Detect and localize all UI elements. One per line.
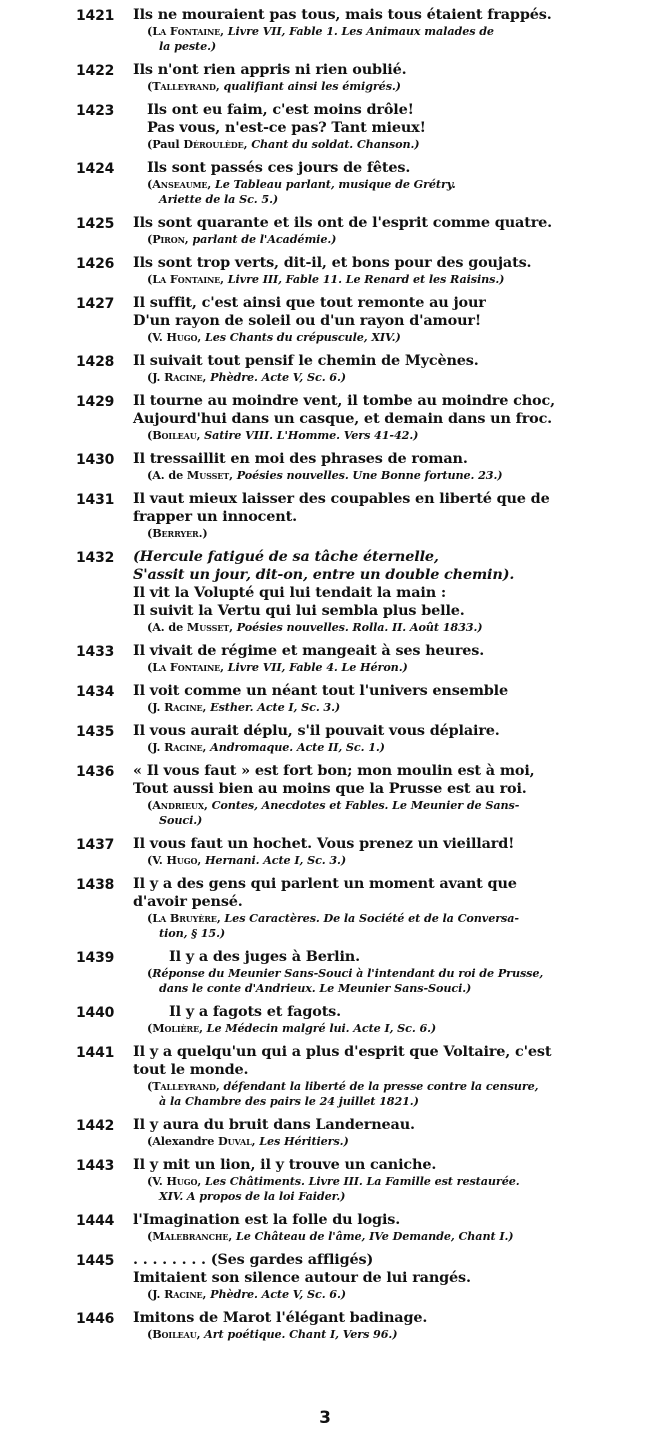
quote-entry [0,948,650,996]
quote-body [133,450,563,483]
quote-line: Ils sont passés ces jours de fêtes. [147,159,411,176]
quote-entry [0,1309,650,1342]
citation: (Anseaume, Le Tableau parlant, musique de Grétry. Ariette de la Sc. 5.) [133,177,563,207]
citation: (Piron, parlant de l'Académie.) [147,232,337,246]
quote-line: Ils sont trop verts, dit-il, et bons pour des goujats. [133,254,532,271]
citation-work: Ariette de la Sc. 5.) [159,192,279,206]
quote-line: Il y a fagots et fagots. [169,1003,341,1020]
quote-entry [0,294,650,345]
quote-number: 1431 [76,492,115,508]
citation-work: Contes, Anecdotes et Fables. Le Meunier de Sans- [211,798,520,812]
citation-author: Piron [152,232,185,246]
quote-number: 1444 [76,1213,115,1229]
citation: (Paul Déroulède, Chant du soldat. Chanson.) [147,137,420,151]
quote-line: l'Imagination est la folle du logis. [133,1211,401,1228]
quote-entry [0,352,650,385]
quote-number: 1433 [76,644,115,660]
citation-work: tion, § 15.) [159,926,226,940]
citation: (J. Racine, Esther. Acte I, Sc. 3.) [147,700,341,714]
quote-line: Aujourd'hui dans un casque, et demain dans un froc. [133,410,553,427]
quote-line: Il suffit, c'est ainsi que tout remonte au jour [133,294,486,311]
quote-number: 1427 [76,296,115,312]
quote-body [133,1156,563,1204]
quote-entry [0,1211,650,1244]
citation: (Boileau, Art poétique. Chant I, Vers 96.) [147,1327,398,1341]
quote-entry [0,1043,650,1109]
quote-number: 1425 [76,216,115,232]
citation-work: Phèdre. Acte V, Sc. 6.) [210,1287,346,1301]
quote-line: Pas vous, n'est-ce pas? Tant mieux! [147,119,426,136]
citation-author: Andrieux [152,798,205,812]
citation-author: Duval [218,1134,252,1148]
citation-work: la peste.) [159,39,217,53]
quote-body [133,294,563,345]
citation-work: Le Médecin malgré lui. Acte I, Sc. 6.) [206,1021,437,1035]
citation-work: Art poétique. Chant I, Vers 96.) [204,1327,398,1341]
quote-number: 1421 [76,8,115,24]
quote-body [133,159,563,207]
quote-number: 1434 [76,684,115,700]
quote-body [133,1116,563,1149]
citation: (Alexandre Duval, Les Héritiers.) [147,1134,349,1148]
quote-line: Imitons de Marot l'élégant badinage. [133,1309,428,1326]
quote-line: Il tourne au moindre vent, il tombe au moindre choc, [133,392,555,409]
quote-body [133,392,563,443]
quote-body [133,642,563,675]
citation: (J. Racine, Phèdre. Acte V, Sc. 6.) [147,370,346,384]
citation-work: Souci.) [159,813,203,827]
citation: (Molière, Le Médecin malgré lui. Acte I, Sc. 6.) [147,1021,437,1035]
citation-author: Berryer [152,526,199,540]
quote-entry [0,490,650,541]
quote-number: 1445 [76,1253,115,1269]
quote-line: Il vivait de régime et mangeait à ses heures. [133,642,485,659]
quote-body [133,875,563,941]
quote-entry [0,159,650,207]
quote-entry [0,722,650,755]
citation: (Andrieux, Contes, Anecdotes et Fables. Le Meunier de Sans- Souci.) [133,798,563,828]
quote-number: 1443 [76,1158,115,1174]
quote-entry [0,1251,650,1302]
quote-number: 1424 [76,161,115,177]
citation-author: Malebranche [152,1229,229,1243]
citation-work: défendant la liberté de la presse contre la censure, [223,1079,539,1093]
citation-author: Hugo [166,853,198,867]
citation-work: Réponse du Meunier Sans-Souci à l'intendant du roi de Prusse, [152,966,544,980]
quote-body [133,254,563,287]
citation: (Berryer.) [147,526,208,540]
quote-number: 1446 [76,1311,115,1327]
citation-author: La Fontaine [152,24,221,38]
citation-work: Satire VIII. L'Homme. Vers 41-42.) [204,428,419,442]
citation: (Boileau, Satire VIII. L'Homme. Vers 41-42.) [147,428,419,442]
quote-body [133,1043,563,1109]
quote-entry [0,214,650,247]
quote-line: Il suivit la Vertu qui lui sembla plus belle. [133,602,465,619]
quote-entry [0,762,650,828]
quote-body [133,948,563,996]
quote-number: 1430 [76,452,115,468]
quote-line: S'assit un jour, dit-on, entre un double chemin). [133,566,515,583]
quote-entry [0,254,650,287]
quote-body [133,6,563,54]
citation-work: Esther. Acte I, Sc. 3.) [210,700,341,714]
citation-author: Hugo [166,330,198,344]
citation-work: à la Chambre des pairs le 24 juillet 1821.) [159,1094,419,1108]
quote-body [133,1211,563,1244]
citation: (Malebranche, Le Château de l'âme, IVe Demande, Chant I.) [147,1229,514,1243]
citation-work: Chant du soldat. Chanson.) [251,137,420,151]
citation-work: Poésies nouvelles. Rolla. II. Août 1833.) [236,620,483,634]
quote-entry [0,642,650,675]
citation-author: Musset [186,620,230,634]
quote-body [133,1309,563,1342]
citation: (A. de Musset, Poésies nouvelles. Une Bonne fortune. 23.) [147,468,503,482]
citation-author: Déroulède [183,137,244,151]
citation-author: Musset [186,468,230,482]
citation-author: Racine [164,740,203,754]
quote-number: 1422 [76,63,115,79]
quote-body [133,548,563,635]
quote-line: « Il vous faut » est fort bon; mon moulin est à moi, [133,762,535,779]
quote-line: Il vaut mieux laisser des coupables en liberté que de frapper un innocent. [133,490,550,525]
quote-line: Tout aussi bien au moins que la Prusse est au roi. [133,780,527,797]
quote-line: Il suivait tout pensif le chemin de Mycènes. [133,352,479,369]
quote-line: Ils sont quarante et ils ont de l'esprit comme quatre. [133,214,552,231]
citation-work: Hernani. Acte I, Sc. 3.) [204,853,347,867]
quote-line: (Hercule fatigué de sa tâche éternelle, [133,548,439,565]
quote-line: . . . . . . . . (Ses gardes affligés) [133,1251,374,1268]
quote-body [133,352,563,385]
quote-entry [0,875,650,941]
citation-work: Phèdre. Acte V, Sc. 6.) [210,370,346,384]
citation-author: Molière [152,1021,200,1035]
citation: (J. Racine, Andromaque. Acte II, Sc. 1.) [147,740,385,754]
citation: (Talleyrand, défendant la liberté de la presse contre la censure, à la Chambre des pairs le 24 juillet 1821.) [133,1079,563,1109]
quote-line: Ils ne mouraient pas tous, mais tous étaient frappés. [133,6,552,23]
quote-number: 1438 [76,877,115,893]
quote-entry [0,1003,650,1036]
quote-line: Il vous faut un hochet. Vous prenez un vieillard! [133,835,515,852]
quote-body [133,722,563,755]
citation-author: La Bruyère [152,911,217,925]
quote-body [133,762,563,828]
citation-author: La Fontaine [152,272,221,286]
quote-number: 1442 [76,1118,115,1134]
quote-number: 1441 [76,1045,115,1061]
citation: (La Bruyère, Les Caractères. De la Société et de la Conversa- tion, § 15.) [133,911,563,941]
citation-work: Les Héritiers.) [259,1134,349,1148]
quote-line: Il vit la Volupté qui lui tendait la main : [133,584,447,601]
citation-author: Racine [164,700,203,714]
citation-author: Anseaume [152,177,208,191]
quote-line: Imitaient son silence autour de lui rangés. [133,1269,471,1286]
citation-work: dans le conte d'Andrieux. Le Meunier Sans-Souci.) [159,981,472,995]
citation-author: La Fontaine [152,660,221,674]
quote-body [133,61,563,94]
quote-line: Ils ont eu faim, c'est moins drôle! [147,101,414,118]
citation-work: Les Chants du crépuscule, XIV.) [204,330,401,344]
quote-line: Il tressaillit en moi des phrases de roman. [133,450,468,467]
citation: (La Fontaine, Livre VII, Fable 4. Le Héron.) [147,660,408,674]
quote-number: 1439 [76,950,115,966]
quote-body [133,1003,563,1036]
quote-line: Il y a quelqu'un qui a plus d'esprit que Voltaire, c'est tout le monde. [133,1043,552,1078]
quote-entry [0,450,650,483]
quote-number: 1440 [76,1005,115,1021]
citation: (Talleyrand, qualifiant ainsi les émigrés.) [147,79,401,93]
quote-body [133,682,563,715]
citation-work: Poésies nouvelles. Une Bonne fortune. 23.) [236,468,503,482]
citation-author: Talleyrand [152,79,216,93]
quote-line: Ils n'ont rien appris ni rien oublié. [133,61,407,78]
citation-work: Les Caractères. De la Société et de la Conversa- [224,911,519,925]
citation-work: parlant de l'Académie.) [192,232,337,246]
quote-number: 1423 [76,103,115,119]
quote-line: Il voit comme un néant tout l'univers ensemble [133,682,509,699]
citation-author: Boileau [152,428,197,442]
citation-author: Boileau [152,1327,197,1341]
quote-entry [0,835,650,868]
page-number: 3 [319,1408,331,1428]
quote-number: 1437 [76,837,115,853]
quote-number: 1426 [76,256,115,272]
citation-work: qualifiant ainsi les émigrés.) [223,79,401,93]
quote-entry [0,392,650,443]
citation: (V. Hugo, Hernani. Acte I, Sc. 3.) [147,853,347,867]
citation-work: Le Tableau parlant, musique de Grétry. [215,177,456,191]
quote-line: Il y mit un lion, il y trouve un caniche. [133,1156,437,1173]
quote-number: 1432 [76,550,115,566]
citation-work: Les Châtiments. Livre III. La Famille est restaurée. [204,1174,520,1188]
quote-entry [0,61,650,94]
quote-entry [0,1116,650,1149]
citation: (La Fontaine, Livre III, Fable 11. Le Renard et les Raisins.) [147,272,505,286]
citation-work: Livre VII, Fable 4. Le Héron.) [227,660,408,674]
quote-entry [0,1156,650,1204]
quote-body [133,101,563,152]
citation: (V. Hugo, Les Châtiments. Livre III. La Famille est restaurée. XIV. A propos de la loi Faider.) [133,1174,563,1204]
citation-author: Racine [164,370,203,384]
quote-body [133,490,563,541]
quote-number: 1429 [76,394,115,410]
citation: (La Fontaine, Livre VII, Fable 1. Les Animaux malades de la peste.) [133,24,563,54]
quotation-page [0,6,650,1349]
quote-number: 1435 [76,724,115,740]
quote-entry [0,6,650,54]
citation: (A. de Musset, Poésies nouvelles. Rolla. II. Août 1833.) [147,620,483,634]
quote-line: Il y a des juges à Berlin. [169,948,360,965]
citation: (Réponse du Meunier Sans-Souci à l'intendant du roi de Prusse, dans le conte d'Andrieux. Le Meunier Sans-Souci.) [133,966,563,996]
quote-body [133,214,563,247]
citation: (J. Racine, Phèdre. Acte V, Sc. 6.) [147,1287,346,1301]
citation-work: Andromaque. Acte II, Sc. 1.) [210,740,385,754]
citation-work: Livre VII, Fable 1. Les Animaux malades de [227,24,494,38]
quote-line: Il y aura du bruit dans Landerneau. [133,1116,415,1133]
citation-work: Livre III, Fable 11. Le Renard et les Raisins.) [227,272,505,286]
citation-work: XIV. A propos de la loi Faider.) [159,1189,346,1203]
quote-number: 1436 [76,764,115,780]
quote-body [133,835,563,868]
quote-entry [0,101,650,152]
citation-author: Hugo [166,1174,198,1188]
citation-author: Talleyrand [152,1079,216,1093]
quote-line: D'un rayon de soleil ou d'un rayon d'amour! [133,312,481,329]
quote-line: Il y a des gens qui parlent un moment avant que d'avoir pensé. [133,875,517,910]
citation-author: Racine [164,1287,203,1301]
quote-body [133,1251,563,1302]
quote-line: Il vous aurait déplu, s'il pouvait vous déplaire. [133,722,500,739]
quote-entry [0,682,650,715]
quote-number: 1428 [76,354,115,370]
quote-entry [0,548,650,635]
citation: (V. Hugo, Les Chants du crépuscule, XIV.) [147,330,401,344]
citation-work: Le Château de l'âme, IVe Demande, Chant I.) [235,1229,514,1243]
